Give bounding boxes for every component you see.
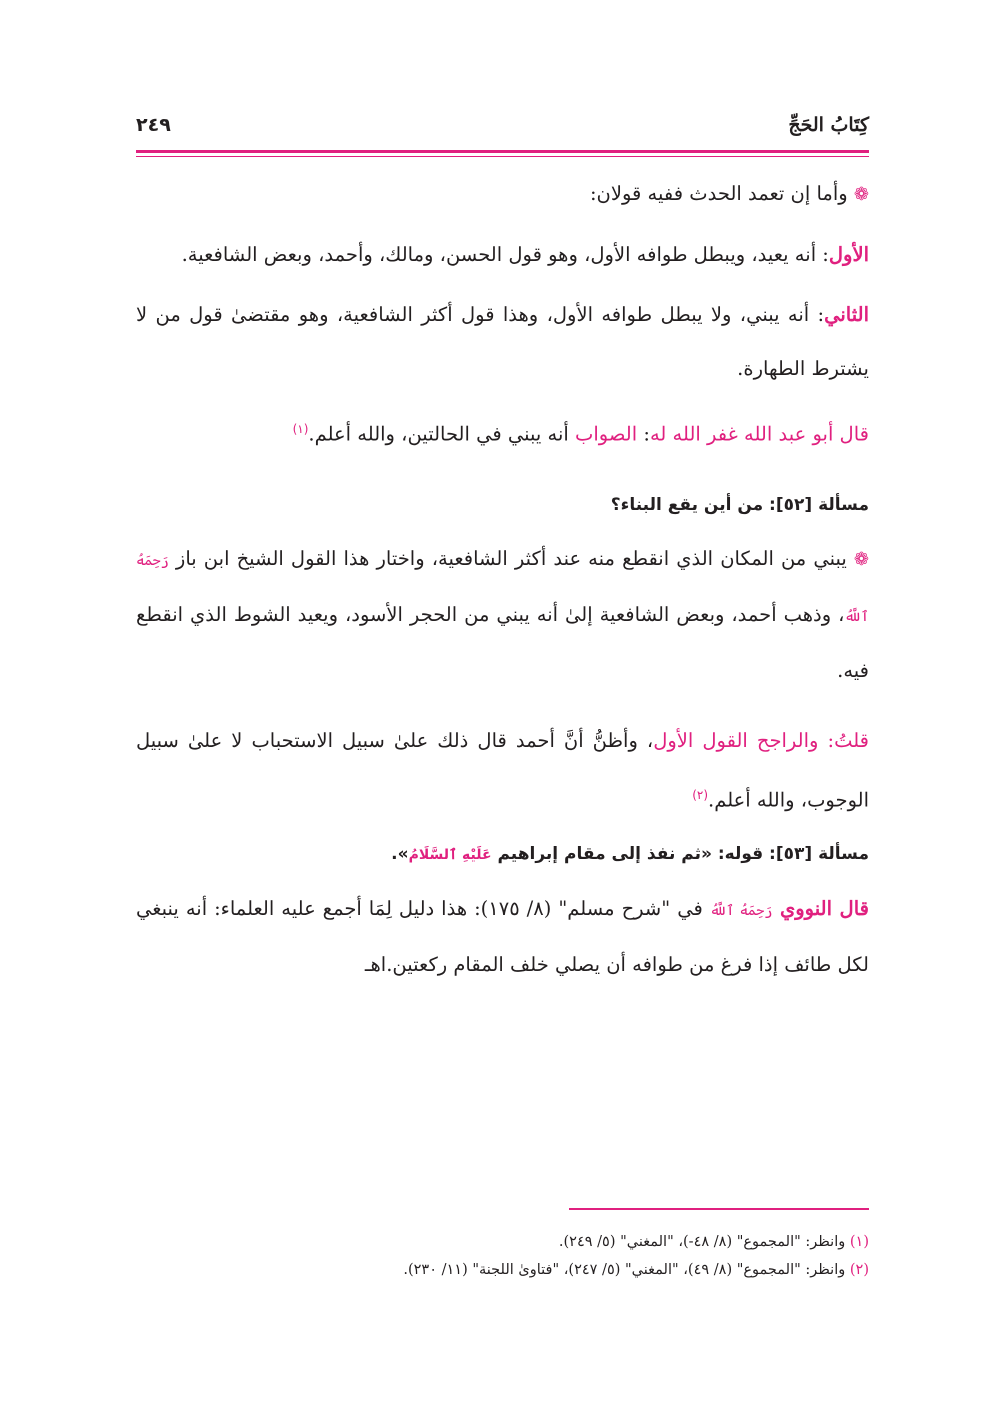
footnote-ref[interactable]: (٢) [692,787,709,802]
paragraph-first-opinion [136,228,869,282]
heading-text: مسألة [٥٣]: قوله: «ثم نفذ إلى مقام إبراهيم [491,844,869,864]
flower-icon: ❁ [853,184,869,205]
book-page [136,108,869,992]
honorific: عَلَيْهِ ٱلسَّلَامُ [408,847,492,863]
footnote-number: (٢) [849,1262,869,1278]
masala-heading-52: مسألة [٥٢]: من أين يقع البناء؟ [610,494,869,515]
paragraph-resume-point [136,532,869,698]
paragraph-nawawi-quote [136,882,869,992]
header-rule-thick [136,150,869,153]
footnote-ref[interactable]: (١) [292,422,309,436]
paragraph-author-opinion [136,714,869,828]
paragraph-text: وأما إن تعمد الحدث ففيه قولان: [589,182,848,205]
honorific: رَحِمَهُ ٱللَّهُ [136,552,869,625]
flower-icon: ❁ [853,548,870,570]
header-rule-thin [136,156,869,157]
verdict-word: الصواب [575,422,638,446]
author-opinion-label: قلتُ: والراجح القول الأول [653,728,869,752]
paragraph-text: : أنه يعيد، ويبطل طوافه الأول، وهو قول الحسن، ومالك، وأحمد، وبعض الشافعية. [181,243,829,266]
paragraph-text: ، وذهب أحمد، وبعض الشافعية إلىٰ أنه يبني من الحجر الأسود، ويعيد الشوط الذي انقطع فيه. [136,602,869,682]
page-body [136,167,869,992]
author-name: قال أبو عبد الله غفر الله له [649,422,869,446]
paragraph-intentional-hadath [136,167,869,222]
paragraph-text: في "شرح مسلم" (٨/ ١٧٥): هذا دليل لِمَا أجمع عليه العلماء: أنه ينبغي لكل طائف إذا فرغ من طوافه أن يصلي خلف المقام ركعتين.اهـ [136,897,869,976]
footnote-2 [136,1256,869,1284]
footnotes-section [136,1208,869,1284]
paragraph-text: ، وأظنُّ أنَّ أحمد قال ذلك علىٰ سبيل الاستحباب لا علىٰ سبيل الوجوب، والله أعلم. [136,728,869,811]
footnote-number: (١) [849,1234,869,1250]
paragraph-text: يبني من المكان الذي انقطع منه عند أكثر الشافعية، واختار هذا القول الشيخ ابن باز [168,546,847,570]
honorific: رَحِمَهُ ٱللَّهُ [709,903,773,919]
scholar-label: قال النووي [772,897,869,920]
paragraph-second-opinion [136,288,869,396]
footnote-divider [569,1208,869,1210]
paragraph-text: أنه يبني في الحالتين، والله أعلم. [308,422,576,446]
opinion-label: الثاني [824,303,869,326]
masala-heading-53 [136,827,869,882]
heading-text: ». [391,844,409,864]
paragraph-author-conclusion [136,402,869,462]
paragraph-text: : [637,422,650,446]
page-number: ٢٤٩ [136,114,171,136]
running-header [136,108,869,146]
chapter-title: كِتَابُ الحَجِّ [788,114,869,136]
footnote-text: وانظر: "المجموع" (٨/ ٤٩)، "المغني" (٥/ ٢٤٧)، "فتاوىٰ اللجنة" (١١/ ٢٣٠). [403,1262,850,1278]
paragraph-text: : أنه يبني، ولا يبطل طوافه الأول، وهذا قول أكثر الشافعية، وهو مقتضىٰ قول من لا يشترط الطهارة. [136,303,869,380]
footnote-text: وانظر: "المجموع" (٨/ ٤٨-)، "المغني" (٥/ ٢٤٩). [558,1234,850,1250]
opinion-label: الأول [828,243,869,266]
footnote-1 [136,1228,869,1256]
